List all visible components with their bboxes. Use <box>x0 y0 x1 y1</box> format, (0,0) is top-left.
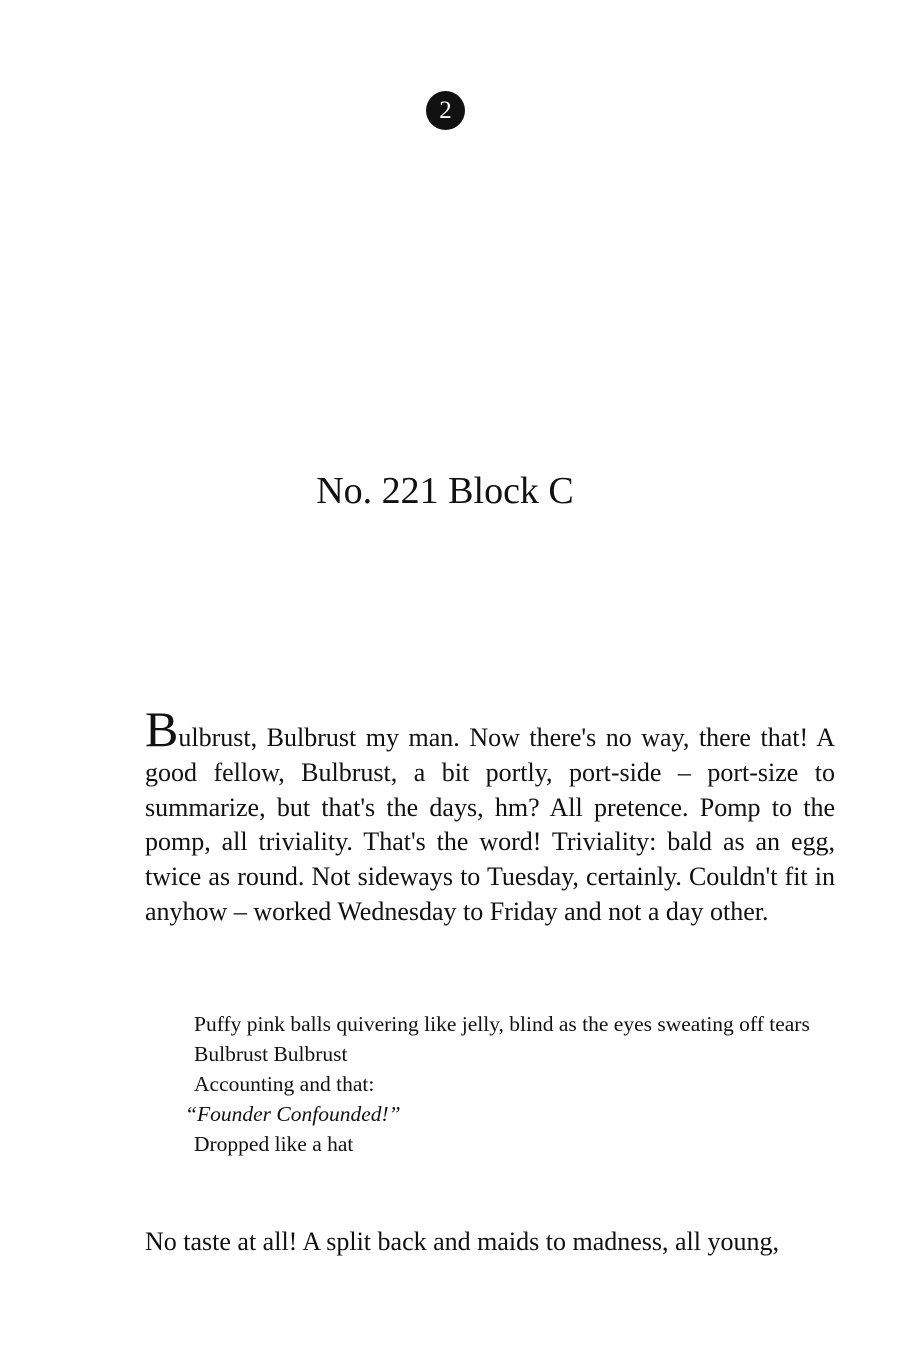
verse-block <box>185 1009 844 1159</box>
body-paragraph <box>145 701 835 930</box>
verse-line: Dropped like a hat <box>194 1132 354 1156</box>
chapter-number-badge <box>426 91 465 130</box>
paragraph-text: ulbrust, Bulbrust my man. Now there's no way, there that! A good fellow, Bulbrust, a bit portly, port-side – port-size to summarize, but that's the days, hm? All pretence. Pomp to the pomp, all triviality. That's the word! Triviality: bald as an egg, twice as round. Not sideways to Tuesday, certainly. Couldn't fit in anyhow – worked Wednesday to Friday and not a day other. <box>145 723 835 926</box>
verse-line: Bulbrust Bulbrust <box>194 1042 348 1066</box>
drop-cap: B <box>145 701 179 757</box>
verse-quote-text: “Founder Confounded!” <box>185 1102 401 1126</box>
chapter-title: No. 221 Block C <box>316 470 574 513</box>
verse-line: Accounting and that: <box>194 1072 375 1096</box>
chapter-number: 2 <box>439 97 452 124</box>
verse-quote-line <box>185 1099 844 1129</box>
verse-line: Puffy pink balls quivering like jelly, blind as the eyes sweating off tears <box>194 1012 810 1036</box>
body-paragraph-continued: No taste at all! A split back and maids to madness, all young, <box>145 1227 780 1256</box>
